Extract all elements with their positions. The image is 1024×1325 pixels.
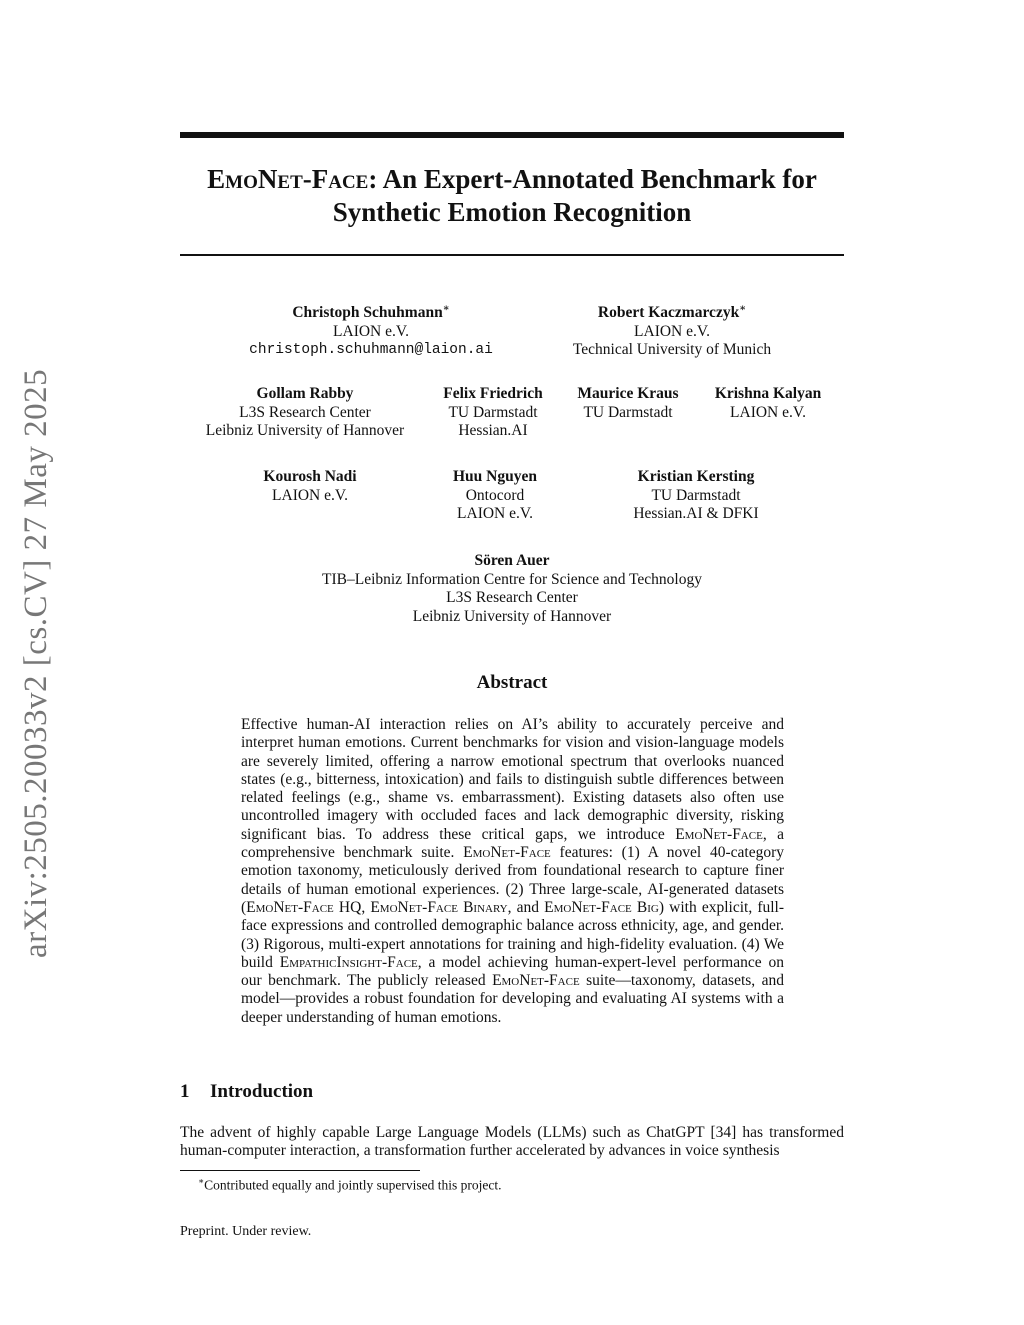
author-block: Huu Nguyen Ontocord LAION e.V.	[453, 468, 537, 522]
abstract-name-segment: EmoNet-Face Big	[544, 898, 659, 916]
abstract-segment: suite—taxonomy, datasets, and model—provides a robust foundation for developing and evaluating AI systems with a deeper understanding of human emotions.	[241, 972, 784, 1026]
section-heading: 1 Introduction	[180, 1081, 314, 1102]
abstract-heading: Abstract	[476, 672, 548, 693]
author-block: Robert Kaczmarczyk∗ LAION e.V. Technical University of Munich	[572, 303, 772, 359]
abstract-segment: , a comprehensive benchmark suite.	[241, 825, 784, 862]
author-email[interactable]: christoph.schuhmann@laion.ai	[249, 342, 493, 359]
title-line2: Synthetic Emotion Recognition	[332, 197, 692, 227]
author-block: Christoph Schuhmann∗ LAION e.V. christoph.schuhmann@laion.ai	[249, 303, 493, 359]
abstract-name-segment: EmoNet-Face HQ	[246, 898, 362, 916]
footnote: ∗Contributed equally and jointly supervised this project.	[198, 1176, 502, 1193]
abstract-name-segment: EmoNet-Face	[675, 825, 763, 843]
author-block: Kourosh Nadi LAION e.V.	[263, 468, 357, 504]
author-block: Kristian Kersting TU Darmstadt Hessian.AI & DFKI	[633, 468, 759, 522]
abstract-segment: ,	[361, 898, 371, 916]
abstract-segment: features: (1) A novel 40-category emotion taxonomy, meticulously derived from foundational research to capture finer details of human emotional experiences. (2) Three large-scale, AI-generated datasets (	[241, 844, 784, 916]
abstract-name-segment: EmoNet-Face	[492, 972, 580, 990]
arxiv-stamp: arXiv:2505.20033v2 [cs.CV] 27 May 2025	[18, 368, 54, 958]
abstract-segment: , a model achieving human-expert-level performance on our benchmark. The publicly released	[241, 953, 784, 990]
author-block: Sören Auer TIB–Leibniz Information Centre for Science and Technology L3S Research Center Leibniz University of Hannover	[322, 552, 702, 625]
author-block: Gollam Rabby L3S Research Center Leibniz University of Hannover	[205, 385, 405, 439]
title-top-rule	[180, 132, 844, 138]
author-block: Maurice Kraus TU Darmstadt	[577, 385, 679, 421]
abstract-name-segment: EmpathicInsight-Face	[279, 953, 418, 971]
abstract-segment: Effective human-AI interaction relies on AI’s ability to accurately perceive and interpret human emotions. Current benchmarks for vision and vision-language models are severely limited, offering a narrow emotional spectrum that overlooks nuanced states (e.g., bitterness, intoxication) and fails to distinguish subtle differences between related feelings (e.g., shame vs. embarrassment). Existing datasets also often use uncontrolled imagery with occluded faces and lack demographic diversity, risking significant bias. To address these critical gaps, we introduce	[241, 716, 784, 843]
abstract-name-segment: EmoNet-Face Binary	[370, 898, 508, 916]
abstract-segment: , and	[507, 898, 545, 916]
intro-paragraph: The advent of highly capable Large Language Models (LLMs) such as ChatGPT [34] has transformed human-computer interaction, a transformation further accelerated by advances in voice synthesis	[180, 1124, 844, 1160]
title-bottom-rule	[180, 254, 844, 256]
author-block: Felix Friedrich TU Darmstadt Hessian.AI	[443, 385, 543, 439]
title-prefix: EmoNet-Face	[207, 164, 369, 194]
author-block: Krishna Kalyan LAION e.V.	[714, 385, 822, 421]
abstract-segment: ) with explicit, full-face expressions and controlled demographic balance across ethnicity, age, and gender. (3) Rigorous, multi-expert annotations for training and high-fidelity evaluation. (4) We build	[241, 898, 785, 971]
preprint-footer: Preprint. Under review.	[180, 1224, 312, 1239]
title-line1: : An Expert-Annotated Benchmark for	[368, 164, 817, 194]
abstract-text	[241, 716, 784, 1027]
paper-title	[180, 163, 844, 229]
abstract-name-segment: EmoNet-Face	[463, 844, 551, 862]
footnote-rule	[180, 1170, 420, 1171]
